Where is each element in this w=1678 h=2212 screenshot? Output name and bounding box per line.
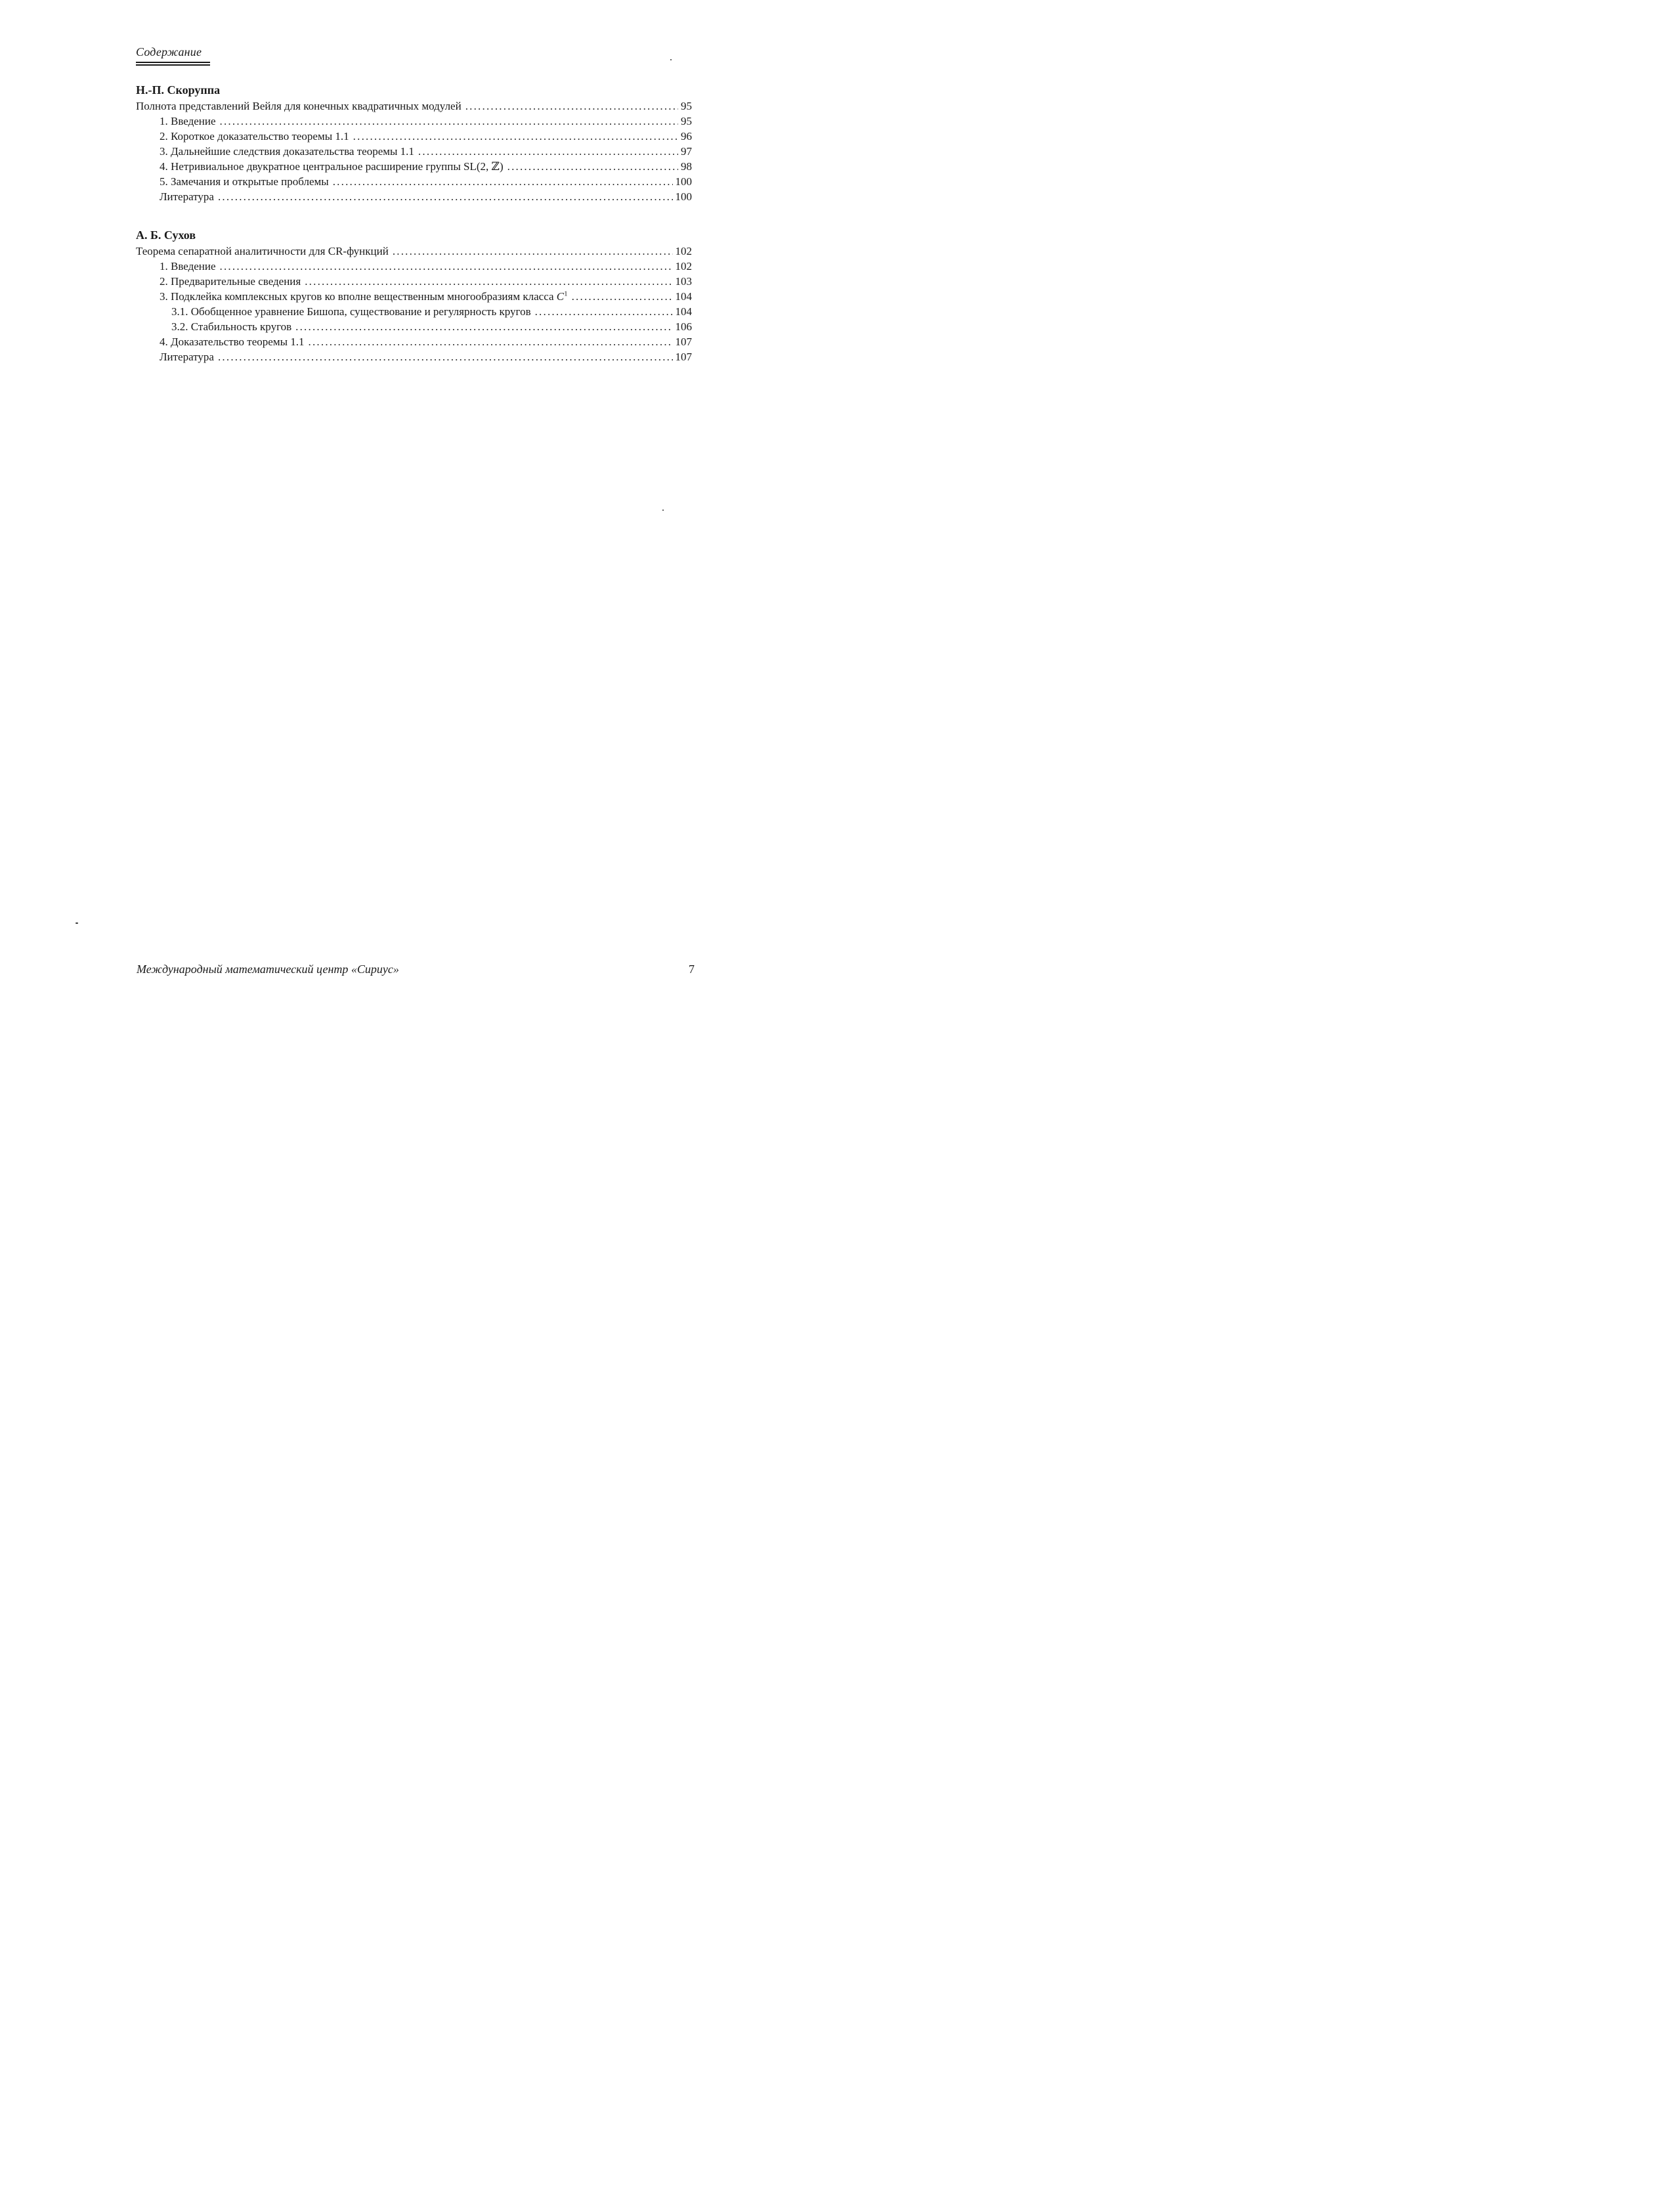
toc-entry-article[interactable]	[136, 98, 692, 114]
entry-title: Полнота представлений Вейля для конечных квадратичных модулей	[136, 100, 462, 112]
toc-entry-subsection[interactable]	[136, 304, 692, 319]
toc-entry-references[interactable]	[136, 349, 692, 364]
leader-dots	[572, 289, 673, 304]
leader-dots	[507, 159, 678, 174]
entry-title: Литература	[160, 351, 214, 363]
toc-entry[interactable]	[136, 144, 692, 159]
leader-dots	[218, 189, 673, 204]
entry-title: 4. Нетривиальное двукратное центральное расширение группы SL(2, ℤ)	[160, 160, 504, 173]
toc-entry[interactable]	[136, 114, 692, 129]
toc-entry[interactable]	[136, 174, 692, 189]
toc-section-skoruppa	[136, 81, 692, 204]
toc-entry-article[interactable]	[136, 244, 692, 259]
toc-entry-references[interactable]	[136, 189, 692, 204]
entry-title: 3.2. Стабильность кругов	[171, 320, 292, 333]
entry-title: Литература	[160, 190, 214, 203]
leader-dots	[220, 114, 678, 129]
toc-section-sukhov	[136, 227, 692, 364]
scan-speck	[662, 510, 664, 511]
leader-dots	[295, 319, 672, 334]
entry-page: 104	[675, 305, 692, 318]
scan-speck	[75, 922, 78, 924]
entry-page: 95	[681, 115, 692, 127]
entry-page: 98	[681, 160, 692, 173]
entry-title: 3. Дальнейшие следствия доказательства теоремы 1.1	[160, 145, 414, 158]
toc-entry[interactable]	[136, 259, 692, 274]
footer-publisher: Международный математический центр «Сириус»	[137, 963, 399, 976]
entry-title: 2. Короткое доказательство теоремы 1.1	[160, 130, 349, 142]
leader-dots	[465, 98, 678, 114]
leader-dots	[333, 174, 673, 189]
page-number: 7	[689, 963, 695, 976]
leader-dots	[218, 349, 673, 364]
leader-dots	[305, 274, 672, 289]
entry-title: 1. Введение	[160, 115, 216, 127]
toc-entry[interactable]	[136, 159, 692, 174]
section-author: Н.-П. Скоруппа	[136, 83, 221, 97]
entry-page: 95	[681, 100, 692, 112]
scan-speck	[670, 59, 672, 60]
header-rule-bottom	[136, 64, 210, 66]
toc-entry-subsection[interactable]	[136, 319, 692, 334]
entry-page: 106	[675, 320, 692, 333]
entry-page: 103	[675, 275, 692, 288]
leader-dots	[535, 304, 673, 319]
entry-title-text: 3. Подклейка комплексных кругов ко вполне вещественным многообразиям класса	[160, 290, 554, 303]
entry-title: 1. Введение	[160, 260, 216, 272]
toc-entry[interactable]	[136, 274, 692, 289]
entry-page: 100	[675, 190, 692, 203]
header-rule-top	[136, 62, 210, 63]
entry-page: 107	[675, 351, 692, 363]
entry-title	[160, 289, 568, 304]
entry-page: 102	[675, 245, 692, 257]
entry-title: Теорема сепаратной аналитичности для CR-функций	[136, 245, 389, 257]
entry-page: 97	[681, 145, 692, 158]
entry-page: 100	[675, 175, 692, 188]
leader-dots	[393, 244, 673, 259]
toc-entry[interactable]	[136, 129, 692, 144]
leader-dots	[220, 259, 673, 274]
entry-title: 3.1. Обобщенное уравнение Бишопа, существование и регулярность кругов	[171, 305, 531, 318]
toc-entry[interactable]	[136, 289, 692, 304]
entry-page: 104	[675, 290, 692, 303]
entry-page: 102	[675, 260, 692, 272]
entry-title: 2. Предварительные сведения	[160, 275, 301, 288]
math-superscript: 1	[564, 290, 568, 298]
math-symbol: C	[556, 290, 565, 303]
leader-dots	[309, 334, 673, 349]
leader-dots	[418, 144, 678, 159]
leader-dots	[353, 129, 678, 144]
entry-page: 107	[675, 336, 692, 348]
entry-title: 4. Доказательство теоремы 1.1	[160, 336, 305, 348]
toc-entry[interactable]	[136, 334, 692, 349]
running-header: Содержание	[136, 45, 202, 58]
section-author: А. Б. Сухов	[136, 228, 196, 242]
entry-page: 96	[681, 130, 692, 142]
entry-title: 5. Замечания и открытые проблемы	[160, 175, 329, 188]
